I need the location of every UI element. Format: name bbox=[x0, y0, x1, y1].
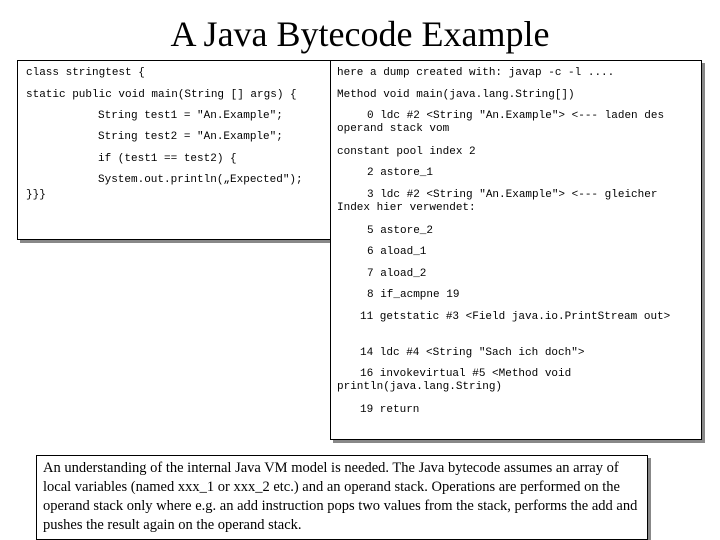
bytecode-instruction-3: 3 ldc #2 <String "An.Example"> <--- gleicher Index hier verwendet: bbox=[337, 189, 658, 214]
code-line-test2: String test2 = "An.Example"; bbox=[98, 131, 283, 143]
bytecode-instruction-6: 6 aload_1 bbox=[367, 246, 427, 258]
bytecode-method-signature: Method void main(java.lang.String[]) bbox=[337, 89, 575, 101]
code-line-println: System.out.println(„Expected"); bbox=[98, 174, 303, 186]
code-line-if: if (test1 == test2) { bbox=[98, 153, 237, 165]
bytecode-dump-box bbox=[330, 60, 702, 440]
bytecode-instruction-11: 11 getstatic #3 <Field java.io.PrintStream out> bbox=[360, 311, 671, 323]
bytecode-instruction-8: 8 if_acmpne 19 bbox=[367, 289, 460, 301]
bytecode-instruction-2: 2 astore_1 bbox=[367, 167, 434, 179]
code-line-close: }}} bbox=[26, 189, 46, 201]
bytecode-instruction-5: 5 astore_2 bbox=[367, 225, 434, 237]
code-line-test1: String test1 = "An.Example"; bbox=[98, 110, 283, 122]
code-line-main: static public void main(String [] args) { bbox=[26, 89, 297, 101]
bytecode-instruction-19: 19 return bbox=[360, 404, 420, 416]
code-line-class: class stringtest { bbox=[26, 67, 145, 79]
source-code-box bbox=[17, 60, 337, 240]
slide-title: A Java Bytecode Example bbox=[170, 14, 550, 54]
bytecode-instruction-7: 7 aload_2 bbox=[367, 268, 427, 280]
explanation-caption: An understanding of the internal Java VM model is needed. The Java bytecode assumes an array of local variables (named xxx_1 or xxx_2 etc.) and an operand stack. Operations are performed on the operand stack only where e.g. an add instruction pops two values from the stack, performs the add and pushes the result again on the operand stack. bbox=[36, 455, 648, 540]
bytecode-instruction-0: 0 ldc #2 <String "An.Example"> <--- laden des operand stack vom bbox=[337, 110, 665, 135]
bytecode-instruction-14: 14 ldc #4 <String "Sach ich doch"> bbox=[360, 347, 585, 359]
bytecode-instruction-16: 16 invokevirtual #5 <Method void println(java.lang.String) bbox=[337, 368, 572, 393]
bytecode-header: here a dump created with: javap -c -l .... bbox=[337, 67, 615, 79]
bytecode-instruction-0-continued: constant pool index 2 bbox=[337, 146, 476, 158]
